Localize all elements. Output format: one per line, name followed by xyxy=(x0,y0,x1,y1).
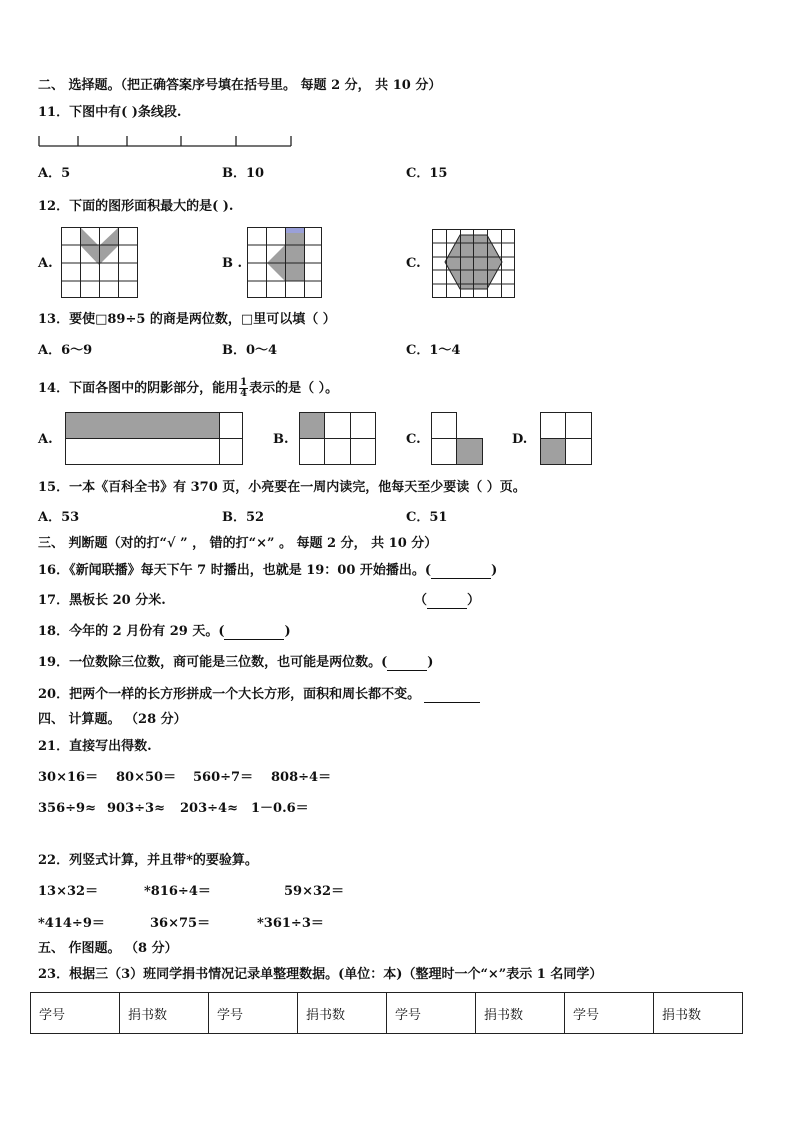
q16-answer-blank[interactable] xyxy=(431,565,491,579)
q21-expr-7: 203÷4≈ xyxy=(180,801,238,816)
q21-expr-4: 808÷4＝ xyxy=(271,770,332,785)
table-header-cell: 学号 xyxy=(565,993,654,1034)
q19-answer-blank[interactable] xyxy=(387,657,427,671)
table-header-cell: 学号 xyxy=(387,993,476,1034)
q21-expr-1: 30×16＝ xyxy=(38,770,99,785)
q21-stem: 21．直接写出得数. xyxy=(38,739,152,754)
q18-close: ) xyxy=(284,624,291,639)
q22-expr-2: *816÷4＝ xyxy=(144,884,211,899)
q14-option-a: A. xyxy=(38,432,53,447)
q13-option-b: B．0～4 xyxy=(222,343,278,358)
q17-close: ） xyxy=(467,593,481,608)
section-5-title: 五、 作图题。 （8 分） xyxy=(38,941,178,956)
q12-option-a: A. xyxy=(38,256,53,271)
q12-stem: 12．下面的图形面积最大的是( ). xyxy=(38,199,234,214)
q14-option-d: D. xyxy=(512,432,528,447)
q15-option-c: C．51 xyxy=(406,510,448,525)
q17-answer xyxy=(414,593,480,609)
q21-expr-2: 80×50＝ xyxy=(116,770,177,785)
q21-expr-5: 356÷9≈ xyxy=(38,801,96,816)
q12-figure-a xyxy=(61,227,139,299)
q12-option-b: B . xyxy=(222,256,243,271)
q22-expr-5: 36×75＝ xyxy=(150,916,211,931)
q14-figure-a xyxy=(65,412,244,466)
q17-open: （ xyxy=(414,593,428,608)
q18 xyxy=(38,624,291,640)
q14-figure-b xyxy=(299,412,377,466)
q14-figure-c xyxy=(431,412,485,466)
q14-figure-d xyxy=(540,412,594,466)
q15-stem: 15．一本《百科全书》有 370 页，小亮要在一周内读完，他每天至少要读（ ）页。 xyxy=(38,480,526,495)
q18-answer-blank[interactable] xyxy=(224,626,284,640)
q22-expr-6: *361÷3＝ xyxy=(257,916,324,931)
q14-frac-denominator: 4 xyxy=(240,388,248,399)
q14-stem-before: 14．下面各图中的阴影部分，能用 xyxy=(38,381,239,396)
q21-expr-6: 903÷3≈ xyxy=(107,801,165,816)
q15-option-b: B．52 xyxy=(222,510,265,525)
q14-frac-numerator: 1 xyxy=(240,377,248,388)
q12-option-c: C. xyxy=(406,256,421,271)
q20 xyxy=(38,687,480,703)
q12-figure-b xyxy=(247,227,323,299)
section-2-title: 二、 选择题。（把正确答案序号填在括号里。 每题 2 分， 共 10 分） xyxy=(38,78,442,93)
q11-option-c: C．15 xyxy=(406,166,448,181)
q19-text: 19．一位数除三位数，商可能是三位数，也可能是两位数。( xyxy=(38,655,388,670)
q20-answer-blank[interactable] xyxy=(424,689,480,703)
q19 xyxy=(38,655,433,671)
section-4-title: 四、 计算题。 （28 分） xyxy=(38,712,187,727)
q19-close: ) xyxy=(427,655,434,670)
q16-close: ) xyxy=(491,563,498,578)
q23-record-table xyxy=(30,992,743,1034)
q14-fraction xyxy=(239,378,248,399)
section-3-title: 三、 判断题（对的打“√ ” ， 错的打“×” 。 每题 2 分， 共 10 分） xyxy=(38,536,438,551)
q16 xyxy=(38,563,497,579)
q13-option-a: A．6～9 xyxy=(38,343,93,358)
q18-text: 18．今年的 2 月份有 29 天。( xyxy=(38,624,225,639)
q11-stem: 11．下图中有( )条线段. xyxy=(38,105,182,120)
table-header-cell: 学号 xyxy=(31,993,120,1034)
q14-option-b: B. xyxy=(273,432,289,447)
q14-option-c: C. xyxy=(406,432,421,447)
q22-expr-1: 13×32＝ xyxy=(38,884,99,899)
q11-segment-figure xyxy=(36,132,296,152)
q16-text: 16．《新闻联播》每天下午 7 时播出，也就是 19：00 开始播出。( xyxy=(38,563,432,578)
q23-stem: 23．根据三（3）班同学捐书情况记录单整理数据。(单位：本)（整理时一个“×”表示 1 名同学） xyxy=(38,967,603,982)
q11-option-b: B．10 xyxy=(222,166,265,181)
q22-stem: 22．列竖式计算，并且带*的要验算。 xyxy=(38,853,258,868)
q15-option-a: A．53 xyxy=(38,510,80,525)
table-header-cell: 捐书数 xyxy=(298,993,387,1034)
table-header-cell: 捐书数 xyxy=(476,993,565,1034)
table-row xyxy=(31,993,743,1034)
q13-option-c: C．1～4 xyxy=(406,343,461,358)
q12-figure-c xyxy=(432,229,516,299)
q14-stem xyxy=(38,378,338,399)
q21-expr-3: 560÷7＝ xyxy=(193,770,254,785)
q17-text: 17．黑板长 20 分米. xyxy=(38,593,166,608)
q22-expr-4: *414÷9＝ xyxy=(38,916,105,931)
table-header-cell: 捐书数 xyxy=(120,993,209,1034)
q20-text: 20．把两个一样的长方形拼成一个大长方形，面积和周长都不变。 xyxy=(38,687,421,702)
q14-stem-after: 表示的是（ ）。 xyxy=(249,381,339,396)
table-header-cell: 捐书数 xyxy=(654,993,743,1034)
q17-answer-blank[interactable] xyxy=(427,595,467,609)
q11-option-a: A．5 xyxy=(38,166,71,181)
q21-expr-8: 1－0.6＝ xyxy=(251,801,309,816)
q13-stem: 13．要使□89÷5 的商是两位数，□里可以填（ ） xyxy=(38,312,336,327)
table-header-cell: 学号 xyxy=(209,993,298,1034)
q22-expr-3: 59×32＝ xyxy=(284,884,345,899)
